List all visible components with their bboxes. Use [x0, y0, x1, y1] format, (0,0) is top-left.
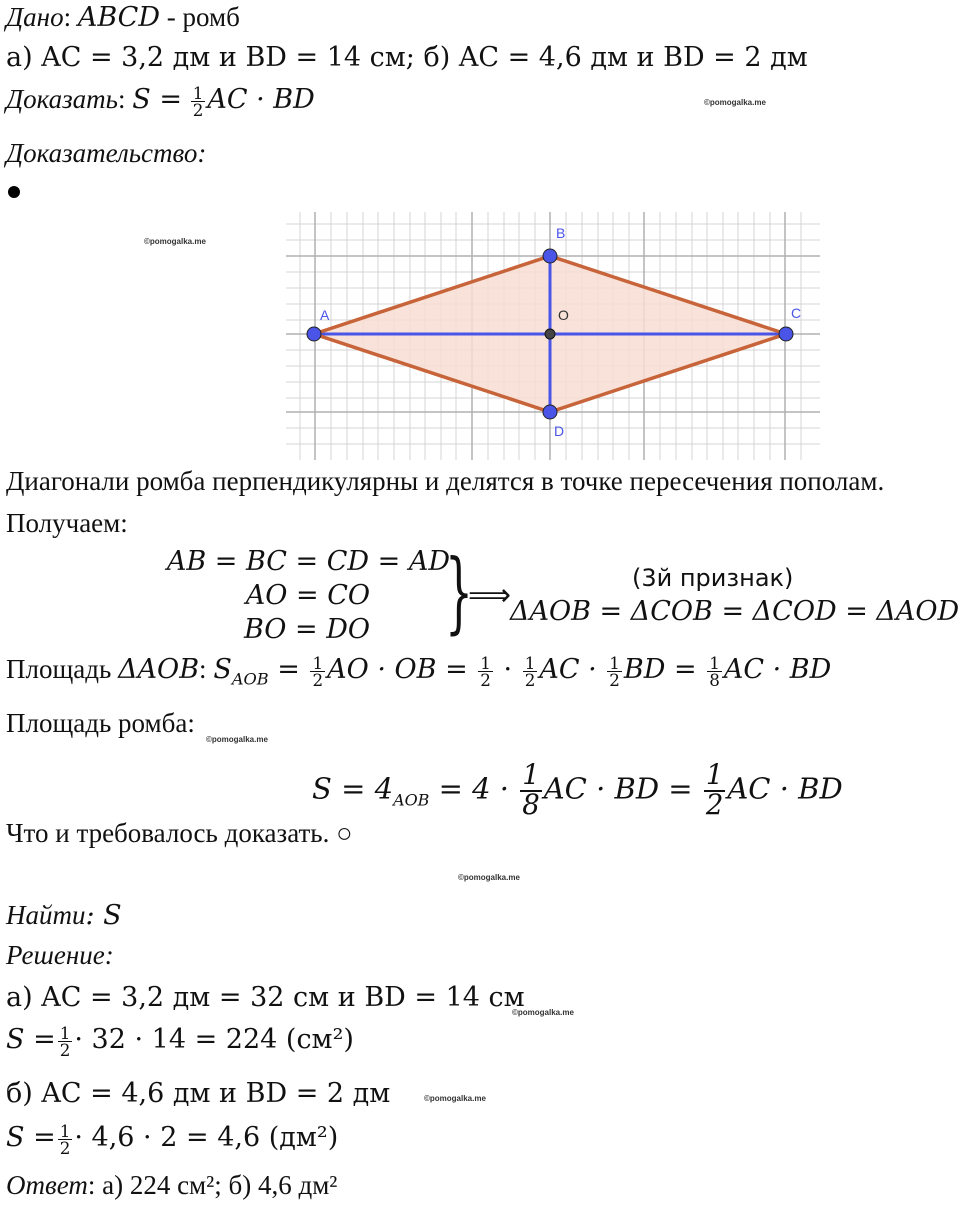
solution-b-line: б) AC = 4,6 дм и BD = 2 дм — [6, 1078, 391, 1109]
point-c — [779, 327, 793, 341]
prove-line: Доказать: S = $\frac{1}{2}$ AC · BD — [6, 82, 315, 121]
given-figure: ABCD — [77, 2, 160, 33]
answer-line: Ответ: а) 224 см²; б) 4,6 дм² — [6, 1170, 338, 1200]
watermark: ©pomogalka.me — [424, 1094, 486, 1103]
given-line: Дано: ABCD - ромб — [6, 2, 240, 33]
watermark: ©pomogalka.me — [704, 98, 766, 107]
solution-a-line: а) AC = 3,2 дм = 32 см и BD = 14 см — [6, 982, 525, 1013]
label-a: A — [320, 307, 330, 323]
given-label: Дано — [6, 2, 64, 32]
bullet-icon — [8, 186, 20, 198]
point-o — [545, 329, 555, 339]
get-label: Получаем: — [6, 508, 128, 538]
prove-fraction: $\frac{1}{2}$ — [192, 82, 204, 121]
find-line: Найти: S — [6, 900, 122, 931]
point-b — [543, 249, 557, 263]
diagonals-statement: Диагонали ромба перпендикулярны и делятся в точке пересечения пополам. — [6, 466, 885, 496]
label-d: D — [554, 423, 565, 439]
watermark: ©pomogalka.me — [206, 735, 268, 744]
qed: Что и требовалось доказать. ○ — [6, 818, 353, 848]
solution-b-calc: S = $\frac{1}{2}$ · 4,6 · 2 = 4,6 (дм²) — [6, 1120, 339, 1159]
proof-label: Доказательство: — [6, 138, 207, 168]
given-text: - ромб — [160, 2, 240, 32]
solution-label: Решение: — [6, 940, 114, 970]
criterion-label: (3й признак) — [632, 564, 794, 592]
given-values: а) AC = 3,2 дм и BD = 14 см; б) AC = 4,6 дм и BD = 2 дм — [6, 42, 808, 73]
area-rhombus-label: Площадь ромба: — [6, 708, 195, 738]
brace: } — [445, 540, 473, 643]
label-o: O — [558, 307, 569, 323]
label-c: C — [791, 305, 802, 321]
watermark: ©pomogalka.me — [144, 237, 206, 246]
watermark: ©pomogalka.me — [458, 873, 520, 882]
point-d — [543, 405, 557, 419]
area-formula: $S = 4_{AOB} = 4$ · $\frac{1}{8}$ AC · BD = $\frac{1}{2}$ AC · BD — [312, 759, 843, 821]
triangle-equality: ΔAOB = ΔCOB = ΔCOD = ΔAOD — [510, 596, 960, 627]
solution-a-calc: S = $\frac{1}{2}$ · 32 · 14 = 224 (см²) — [6, 1022, 354, 1061]
prove-label: Доказать — [6, 84, 118, 114]
watermark: ©pomogalka.me — [512, 1008, 574, 1017]
implies-icon: ⟹ — [468, 578, 512, 613]
rhombus-diagram — [286, 212, 820, 460]
area-triangle: Площадь ΔAOB: $S_{AOB}$ = $\frac{1}{2}$ AO · OB = $\frac{1}{2}$ · $\frac{1}{2}$ AC · $\frac{1}{2}$ BD = $\frac{1}{8}$ AC · BD — [6, 652, 832, 691]
point-a — [307, 327, 321, 341]
label-b: B — [556, 225, 566, 241]
equality-system: AB = BC = CD = AD AO = CO BO = DO — [166, 546, 450, 645]
